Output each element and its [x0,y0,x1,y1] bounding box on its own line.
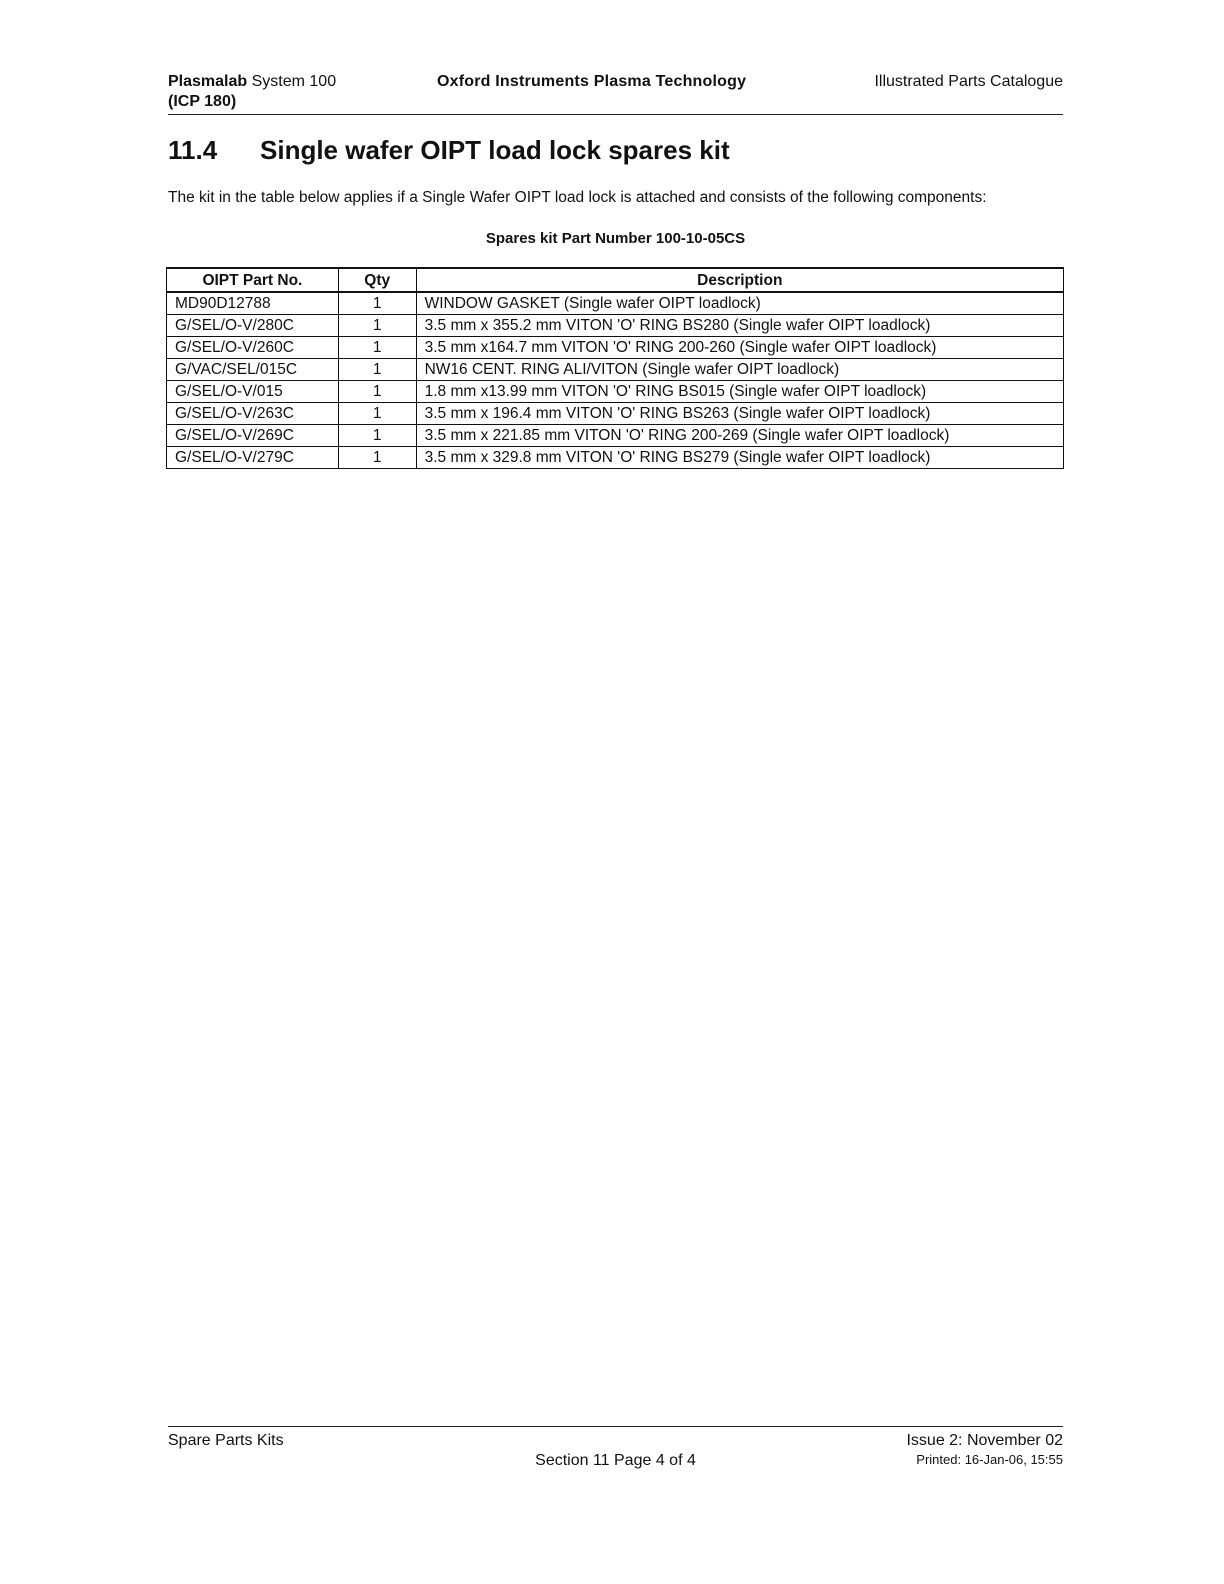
table-row [167,381,1064,403]
company-name: Oxford Instruments Plasma Technology [437,73,747,90]
footer-issue: Issue 2: November 02 [906,1432,1063,1449]
cell-qty: 1 [338,359,416,381]
cell-qty: 1 [338,403,416,425]
cell-part-no: G/SEL/O-V/263C [167,403,339,425]
cell-part-no: G/SEL/O-V/015 [167,381,339,403]
table-row [167,447,1064,469]
table-header-row [167,268,1064,292]
cell-description: NW16 CENT. RING ALI/VITON (Single wafer OIPT loadlock) [416,359,1063,381]
footer-printed-date: Printed: 16-Jan-06, 15:55 [916,1452,1063,1467]
footer-page-number: Section 11 Page 4 of 4 [535,1452,696,1469]
table-row [167,292,1064,315]
table-row [167,315,1064,337]
spares-kit-table [166,267,1064,469]
cell-description: 3.5 mm x 329.8 mm VITON 'O' RING BS279 (Single wafer OIPT loadlock) [416,447,1063,469]
column-header-qty: Qty [338,268,416,292]
page-header [168,72,1063,115]
footer-issue-block [906,1431,1063,1469]
section-number: 11.4 [168,135,218,165]
product-model: (ICP 180) [168,93,237,110]
document-title: Illustrated Parts Catalogue [874,73,1063,90]
cell-description: 3.5 mm x 196.4 mm VITON 'O' RING BS263 (Single wafer OIPT loadlock) [416,403,1063,425]
table-row [167,337,1064,359]
footer-chapter: Spare Parts Kits [168,1432,284,1449]
section-title: Single wafer OIPT load lock spares kit [260,135,730,165]
cell-part-no: MD90D12788 [167,292,339,315]
cell-part-no: G/SEL/O-V/280C [167,315,339,337]
cell-part-no: G/SEL/O-V/260C [167,337,339,359]
product-brand: Plasmalab [168,73,248,90]
cell-part-no: G/SEL/O-V/269C [167,425,339,447]
cell-qty: 1 [338,315,416,337]
column-header-description: Description [416,268,1063,292]
cell-description: WINDOW GASKET (Single wafer OIPT loadlock) [416,292,1063,315]
cell-part-no: G/SEL/O-V/279C [167,447,339,469]
table-row [167,425,1064,447]
cell-qty: 1 [338,381,416,403]
cell-qty: 1 [338,447,416,469]
cell-part-no: G/VAC/SEL/015C [167,359,339,381]
page-footer [168,1426,1063,1477]
product-name [168,72,336,112]
table-row [167,403,1064,425]
cell-description: 3.5 mm x164.7 mm VITON 'O' RING 200-260 (Single wafer OIPT loadlock) [416,337,1063,359]
product-system: System 100 [247,73,337,90]
cell-description: 3.5 mm x 221.85 mm VITON 'O' RING 200-269 (Single wafer OIPT loadlock) [416,425,1063,447]
table-row [167,359,1064,381]
cell-description: 1.8 mm x13.99 mm VITON 'O' RING BS015 (Single wafer OIPT loadlock) [416,381,1063,403]
cell-qty: 1 [338,292,416,315]
column-header-part-no: OIPT Part No. [167,268,339,292]
cell-qty: 1 [338,425,416,447]
cell-description: 3.5 mm x 355.2 mm VITON 'O' RING BS280 (Single wafer OIPT loadlock) [416,315,1063,337]
section-heading [168,134,730,166]
cell-qty: 1 [338,337,416,359]
intro-paragraph: The kit in the table below applies if a Single Wafer OIPT load lock is attached and consists of the following components: [168,189,987,206]
kit-part-number: Spares kit Part Number 100-10-05CS [485,230,746,247]
